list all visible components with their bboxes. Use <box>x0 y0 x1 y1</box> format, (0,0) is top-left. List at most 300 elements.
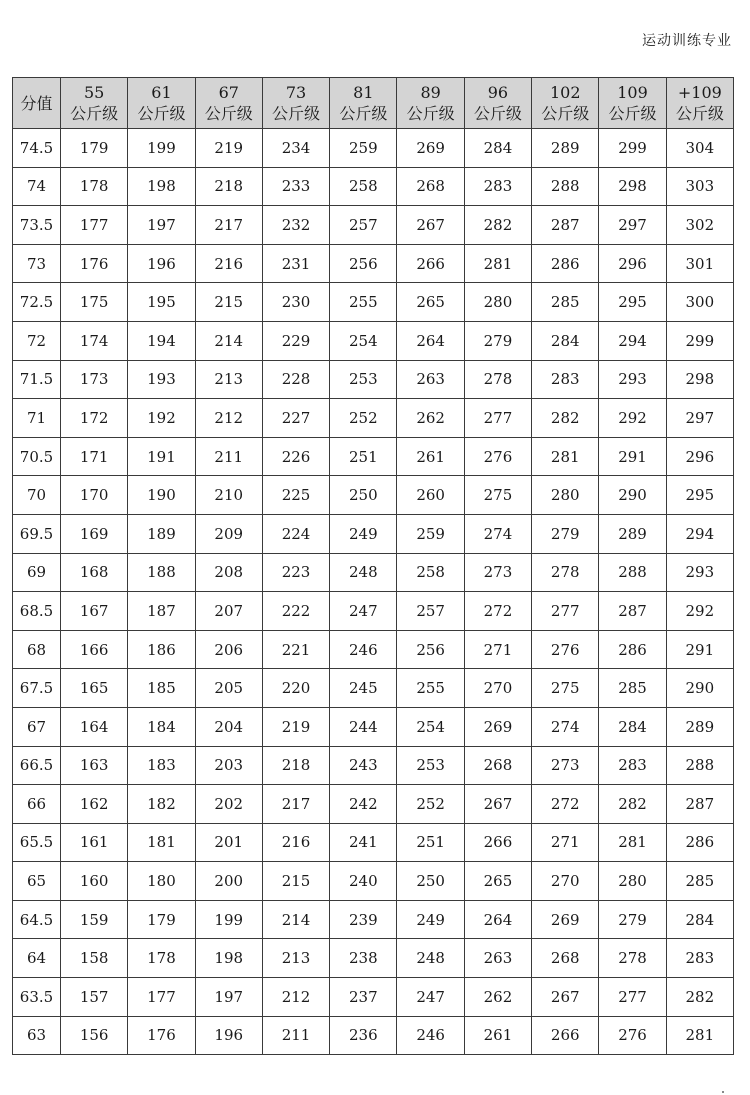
weight-class-number: 73 <box>285 83 307 102</box>
value-cell: 286 <box>532 244 599 283</box>
value-cell: 284 <box>464 129 531 168</box>
score-cell: 65 <box>13 862 61 901</box>
value-cell: 247 <box>330 592 397 631</box>
value-cell: 166 <box>61 630 128 669</box>
weight-class-header <box>262 78 329 129</box>
score-cell: 71 <box>13 399 61 438</box>
score-cell: 72 <box>13 321 61 360</box>
table-row <box>13 514 734 553</box>
table-row <box>13 476 734 515</box>
value-cell: 254 <box>397 707 464 746</box>
value-cell: 283 <box>599 746 666 785</box>
score-cell: 69 <box>13 553 61 592</box>
weight-class-header <box>532 78 599 129</box>
weight-class-unit: 公斤级 <box>541 104 590 123</box>
value-cell: 246 <box>397 1016 464 1055</box>
value-cell: 273 <box>532 746 599 785</box>
value-cell: 231 <box>262 244 329 283</box>
value-cell: 219 <box>262 707 329 746</box>
value-cell: 243 <box>330 746 397 785</box>
value-cell: 269 <box>464 707 531 746</box>
table-row <box>13 669 734 708</box>
value-cell: 197 <box>128 206 195 245</box>
value-cell: 249 <box>330 514 397 553</box>
value-cell: 261 <box>464 1016 531 1055</box>
value-cell: 194 <box>128 321 195 360</box>
value-cell: 298 <box>666 360 733 399</box>
value-cell: 282 <box>666 978 733 1017</box>
weight-class-number: 109 <box>617 83 648 102</box>
value-cell: 249 <box>397 900 464 939</box>
table-row <box>13 399 734 438</box>
value-cell: 204 <box>195 707 262 746</box>
value-cell: 248 <box>330 553 397 592</box>
value-cell: 215 <box>262 862 329 901</box>
value-cell: 181 <box>128 823 195 862</box>
value-cell: 278 <box>532 553 599 592</box>
value-cell: 290 <box>599 476 666 515</box>
score-cell: 66 <box>13 785 61 824</box>
value-cell: 303 <box>666 167 733 206</box>
value-cell: 273 <box>464 553 531 592</box>
value-cell: 278 <box>464 360 531 399</box>
value-cell: 217 <box>195 206 262 245</box>
value-cell: 233 <box>262 167 329 206</box>
weight-class-unit: 公斤级 <box>406 104 455 123</box>
value-cell: 208 <box>195 553 262 592</box>
value-cell: 304 <box>666 129 733 168</box>
value-cell: 187 <box>128 592 195 631</box>
score-cell: 64.5 <box>13 900 61 939</box>
value-cell: 281 <box>599 823 666 862</box>
table-header <box>13 78 734 129</box>
value-cell: 279 <box>464 321 531 360</box>
value-cell: 276 <box>599 1016 666 1055</box>
value-cell: 169 <box>61 514 128 553</box>
weight-class-unit: 公斤级 <box>272 104 321 123</box>
value-cell: 223 <box>262 553 329 592</box>
weight-class-header <box>599 78 666 129</box>
value-cell: 271 <box>532 823 599 862</box>
value-cell: 214 <box>195 321 262 360</box>
weight-class-header <box>330 78 397 129</box>
weight-class-number: 55 <box>83 83 105 102</box>
value-cell: 287 <box>599 592 666 631</box>
value-cell: 267 <box>532 978 599 1017</box>
weight-class-header <box>666 78 733 129</box>
value-cell: 193 <box>128 360 195 399</box>
value-cell: 262 <box>397 399 464 438</box>
value-cell: 244 <box>330 707 397 746</box>
value-cell: 195 <box>128 283 195 322</box>
value-cell: 262 <box>464 978 531 1017</box>
value-cell: 212 <box>195 399 262 438</box>
value-cell: 156 <box>61 1016 128 1055</box>
value-cell: 176 <box>61 244 128 283</box>
weight-class-number: 89 <box>420 83 441 102</box>
value-cell: 172 <box>61 399 128 438</box>
score-cell: 73.5 <box>13 206 61 245</box>
table-row <box>13 553 734 592</box>
value-cell: 289 <box>532 129 599 168</box>
score-cell: 67.5 <box>13 669 61 708</box>
table-body <box>13 129 734 1055</box>
value-cell: 196 <box>128 244 195 283</box>
value-cell: 207 <box>195 592 262 631</box>
value-cell: 269 <box>397 129 464 168</box>
value-cell: 165 <box>61 669 128 708</box>
value-cell: 196 <box>195 1016 262 1055</box>
value-cell: 205 <box>195 669 262 708</box>
score-cell: 63 <box>13 1016 61 1055</box>
value-cell: 274 <box>464 514 531 553</box>
value-cell: 239 <box>330 900 397 939</box>
value-cell: 225 <box>262 476 329 515</box>
value-cell: 281 <box>532 437 599 476</box>
value-cell: 226 <box>262 437 329 476</box>
value-cell: 278 <box>599 939 666 978</box>
value-cell: 256 <box>397 630 464 669</box>
value-cell: 202 <box>195 785 262 824</box>
value-cell: 268 <box>532 939 599 978</box>
value-cell: 157 <box>61 978 128 1017</box>
value-cell: 198 <box>128 167 195 206</box>
value-cell: 220 <box>262 669 329 708</box>
value-cell: 299 <box>599 129 666 168</box>
value-cell: 199 <box>195 900 262 939</box>
value-cell: 173 <box>61 360 128 399</box>
value-cell: 224 <box>262 514 329 553</box>
value-cell: 227 <box>262 399 329 438</box>
value-cell: 294 <box>599 321 666 360</box>
value-cell: 168 <box>61 553 128 592</box>
value-cell: 300 <box>666 283 733 322</box>
value-cell: 263 <box>464 939 531 978</box>
value-cell: 238 <box>330 939 397 978</box>
value-cell: 284 <box>532 321 599 360</box>
weight-class-number: 67 <box>218 83 239 102</box>
value-cell: 280 <box>464 283 531 322</box>
table-row <box>13 978 734 1017</box>
value-cell: 277 <box>599 978 666 1017</box>
value-cell: 200 <box>195 862 262 901</box>
weight-class-unit: 公斤级 <box>137 104 186 123</box>
value-cell: 281 <box>464 244 531 283</box>
value-cell: 174 <box>61 321 128 360</box>
score-cell: 70.5 <box>13 437 61 476</box>
value-cell: 254 <box>330 321 397 360</box>
value-cell: 272 <box>532 785 599 824</box>
score-cell: 74.5 <box>13 129 61 168</box>
value-cell: 268 <box>397 167 464 206</box>
value-cell: 258 <box>330 167 397 206</box>
table-row <box>13 360 734 399</box>
score-table <box>12 77 734 1055</box>
value-cell: 182 <box>128 785 195 824</box>
header-row <box>13 78 734 129</box>
value-cell: 287 <box>666 785 733 824</box>
value-cell: 282 <box>532 399 599 438</box>
page-header-label: 运动训练专业 <box>642 33 732 49</box>
value-cell: 292 <box>666 592 733 631</box>
weight-class-header <box>397 78 464 129</box>
value-cell: 216 <box>195 244 262 283</box>
value-cell: 266 <box>532 1016 599 1055</box>
value-cell: 288 <box>599 553 666 592</box>
weight-class-unit: 公斤级 <box>675 104 724 123</box>
value-cell: 286 <box>599 630 666 669</box>
value-cell: 240 <box>330 862 397 901</box>
value-cell: 268 <box>464 746 531 785</box>
value-cell: 171 <box>61 437 128 476</box>
weight-class-unit: 公斤级 <box>339 104 388 123</box>
value-cell: 281 <box>666 1016 733 1055</box>
value-cell: 271 <box>464 630 531 669</box>
value-cell: 218 <box>195 167 262 206</box>
value-cell: 160 <box>61 862 128 901</box>
table-row <box>13 129 734 168</box>
value-cell: 199 <box>128 129 195 168</box>
value-cell: 245 <box>330 669 397 708</box>
value-cell: 301 <box>666 244 733 283</box>
weight-class-unit: 公斤级 <box>608 104 657 123</box>
score-cell: 68 <box>13 630 61 669</box>
weight-class-header <box>195 78 262 129</box>
value-cell: 288 <box>666 746 733 785</box>
value-cell: 190 <box>128 476 195 515</box>
value-cell: 209 <box>195 514 262 553</box>
value-cell: 284 <box>666 900 733 939</box>
value-cell: 264 <box>397 321 464 360</box>
value-cell: 188 <box>128 553 195 592</box>
value-cell: 289 <box>666 707 733 746</box>
value-cell: 297 <box>666 399 733 438</box>
value-cell: 176 <box>128 1016 195 1055</box>
value-cell: 159 <box>61 900 128 939</box>
value-cell: 266 <box>397 244 464 283</box>
value-cell: 276 <box>464 437 531 476</box>
value-cell: 179 <box>128 900 195 939</box>
weight-class-unit: 公斤级 <box>70 104 119 123</box>
value-cell: 242 <box>330 785 397 824</box>
value-cell: 252 <box>330 399 397 438</box>
value-cell: 257 <box>397 592 464 631</box>
value-cell: 255 <box>330 283 397 322</box>
value-cell: 213 <box>262 939 329 978</box>
value-cell: 275 <box>464 476 531 515</box>
value-cell: 210 <box>195 476 262 515</box>
value-cell: 237 <box>330 978 397 1017</box>
value-cell: 274 <box>532 707 599 746</box>
value-cell: 289 <box>599 514 666 553</box>
score-cell: 65.5 <box>13 823 61 862</box>
value-cell: 221 <box>262 630 329 669</box>
table-row <box>13 167 734 206</box>
value-cell: 232 <box>262 206 329 245</box>
value-cell: 259 <box>397 514 464 553</box>
value-cell: 184 <box>128 707 195 746</box>
value-cell: 267 <box>464 785 531 824</box>
value-cell: 280 <box>599 862 666 901</box>
value-cell: 302 <box>666 206 733 245</box>
value-cell: 292 <box>599 399 666 438</box>
value-cell: 287 <box>532 206 599 245</box>
value-cell: 285 <box>666 862 733 901</box>
value-cell: 215 <box>195 283 262 322</box>
value-cell: 293 <box>666 553 733 592</box>
value-cell: 192 <box>128 399 195 438</box>
value-cell: 251 <box>397 823 464 862</box>
value-cell: 283 <box>532 360 599 399</box>
score-cell: 70 <box>13 476 61 515</box>
value-cell: 229 <box>262 321 329 360</box>
score-cell: 67 <box>13 707 61 746</box>
score-cell: 68.5 <box>13 592 61 631</box>
table-row <box>13 746 734 785</box>
value-cell: 201 <box>195 823 262 862</box>
value-cell: 251 <box>330 437 397 476</box>
weight-class-number: 96 <box>487 83 509 102</box>
value-cell: 180 <box>128 862 195 901</box>
value-cell: 256 <box>330 244 397 283</box>
value-cell: 178 <box>128 939 195 978</box>
value-cell: 282 <box>464 206 531 245</box>
value-cell: 298 <box>599 167 666 206</box>
value-cell: 257 <box>330 206 397 245</box>
value-cell: 267 <box>397 206 464 245</box>
value-cell: 198 <box>195 939 262 978</box>
value-cell: 189 <box>128 514 195 553</box>
value-cell: 283 <box>464 167 531 206</box>
value-cell: 246 <box>330 630 397 669</box>
value-cell: 211 <box>195 437 262 476</box>
value-cell: 252 <box>397 785 464 824</box>
value-cell: 178 <box>61 167 128 206</box>
corner-header: 分值 <box>13 78 61 129</box>
value-cell: 236 <box>330 1016 397 1055</box>
value-cell: 228 <box>262 360 329 399</box>
score-cell: 69.5 <box>13 514 61 553</box>
value-cell: 264 <box>464 900 531 939</box>
value-cell: 286 <box>666 823 733 862</box>
weight-class-number: 81 <box>353 83 374 102</box>
value-cell: 290 <box>666 669 733 708</box>
value-cell: 272 <box>464 592 531 631</box>
value-cell: 291 <box>666 630 733 669</box>
value-cell: 259 <box>330 129 397 168</box>
value-cell: 250 <box>330 476 397 515</box>
value-cell: 163 <box>61 746 128 785</box>
value-cell: 260 <box>397 476 464 515</box>
value-cell: 270 <box>532 862 599 901</box>
score-cell: 72.5 <box>13 283 61 322</box>
value-cell: 282 <box>599 785 666 824</box>
value-cell: 265 <box>464 862 531 901</box>
table-row <box>13 823 734 862</box>
value-cell: 269 <box>532 900 599 939</box>
value-cell: 197 <box>195 978 262 1017</box>
table-row <box>13 206 734 245</box>
value-cell: 218 <box>262 746 329 785</box>
value-cell: 275 <box>532 669 599 708</box>
value-cell: 212 <box>262 978 329 1017</box>
value-cell: 206 <box>195 630 262 669</box>
value-cell: 295 <box>599 283 666 322</box>
value-cell: 250 <box>397 862 464 901</box>
value-cell: 297 <box>599 206 666 245</box>
value-cell: 294 <box>666 514 733 553</box>
value-cell: 162 <box>61 785 128 824</box>
value-cell: 219 <box>195 129 262 168</box>
table-row <box>13 592 734 631</box>
value-cell: 213 <box>195 360 262 399</box>
score-cell: 74 <box>13 167 61 206</box>
value-cell: 283 <box>666 939 733 978</box>
value-cell: 293 <box>599 360 666 399</box>
value-cell: 186 <box>128 630 195 669</box>
value-cell: 270 <box>464 669 531 708</box>
value-cell: 248 <box>397 939 464 978</box>
value-cell: 265 <box>397 283 464 322</box>
weight-class-number: +109 <box>677 83 722 102</box>
weight-class-unit: 公斤级 <box>204 104 253 123</box>
value-cell: 241 <box>330 823 397 862</box>
value-cell: 266 <box>464 823 531 862</box>
table-row <box>13 862 734 901</box>
value-cell: 185 <box>128 669 195 708</box>
value-cell: 291 <box>599 437 666 476</box>
value-cell: 179 <box>61 129 128 168</box>
value-cell: 295 <box>666 476 733 515</box>
table-row <box>13 244 734 283</box>
value-cell: 285 <box>599 669 666 708</box>
value-cell: 203 <box>195 746 262 785</box>
value-cell: 177 <box>128 978 195 1017</box>
value-cell: 158 <box>61 939 128 978</box>
table-row <box>13 707 734 746</box>
table-row <box>13 630 734 669</box>
value-cell: 255 <box>397 669 464 708</box>
value-cell: 170 <box>61 476 128 515</box>
table-row <box>13 283 734 322</box>
value-cell: 280 <box>532 476 599 515</box>
table-row <box>13 939 734 978</box>
value-cell: 276 <box>532 630 599 669</box>
value-cell: 261 <box>397 437 464 476</box>
value-cell: 191 <box>128 437 195 476</box>
value-cell: 177 <box>61 206 128 245</box>
weight-class-number: 102 <box>549 83 581 102</box>
value-cell: 296 <box>599 244 666 283</box>
table-row <box>13 437 734 476</box>
value-cell: 247 <box>397 978 464 1017</box>
score-cell: 71.5 <box>13 360 61 399</box>
value-cell: 285 <box>532 283 599 322</box>
value-cell: 284 <box>599 707 666 746</box>
value-cell: 296 <box>666 437 733 476</box>
score-cell: 73 <box>13 244 61 283</box>
table-row <box>13 321 734 360</box>
value-cell: 234 <box>262 129 329 168</box>
value-cell: 164 <box>61 707 128 746</box>
value-cell: 288 <box>532 167 599 206</box>
value-cell: 217 <box>262 785 329 824</box>
value-cell: 279 <box>599 900 666 939</box>
table-row <box>13 1016 734 1055</box>
value-cell: 277 <box>532 592 599 631</box>
value-cell: 211 <box>262 1016 329 1055</box>
value-cell: 167 <box>61 592 128 631</box>
